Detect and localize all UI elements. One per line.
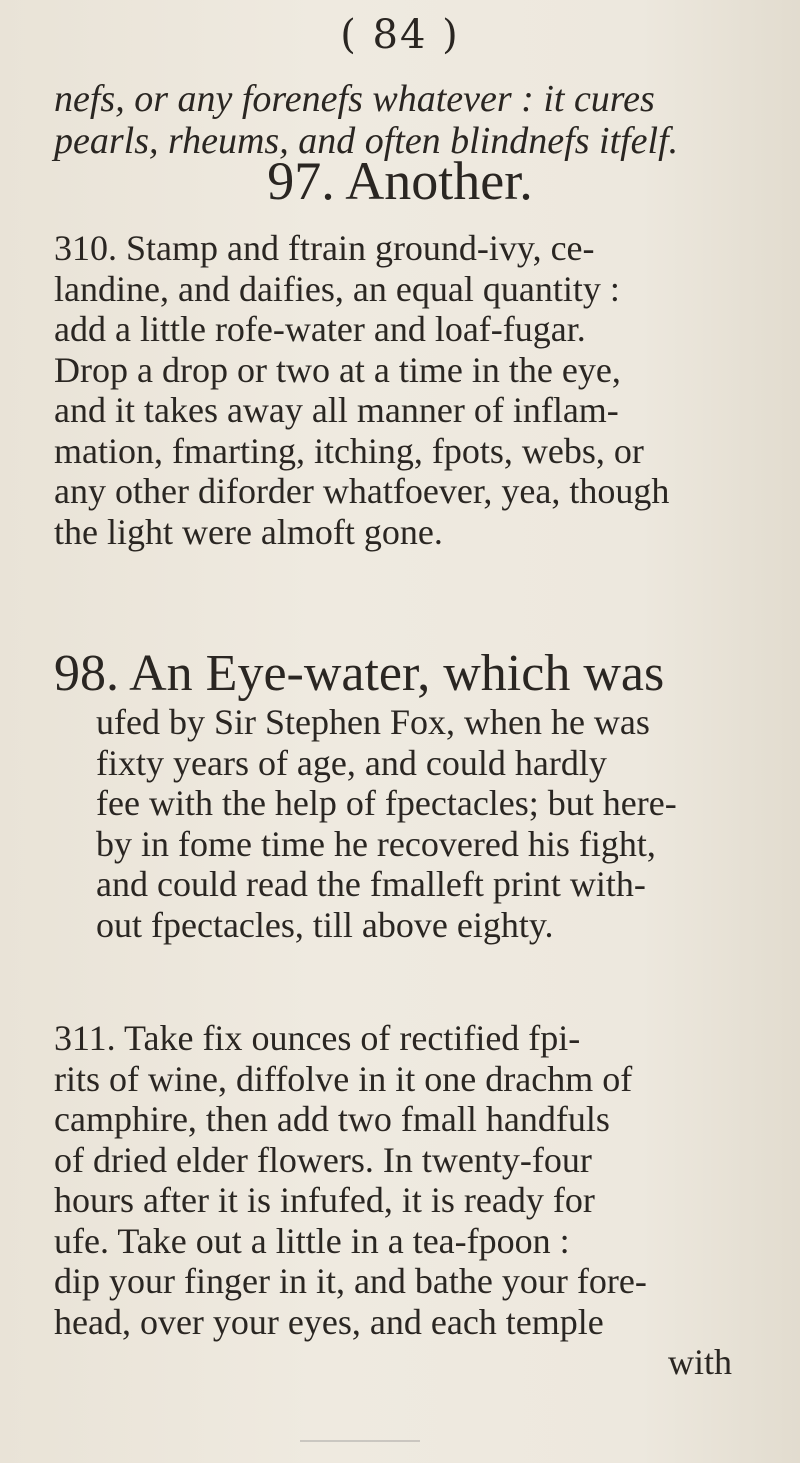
- text-line: nefs, or any forenefs whatever : it cures: [54, 78, 655, 120]
- text-line: landine, and daifies, an equal quantity :: [54, 268, 620, 309]
- section-heading-98-block: [54, 646, 772, 945]
- text-line: Drop a drop or two at a time in the eye,: [54, 349, 621, 390]
- text-line: 311. Take fix ounces of rectified fpi-: [54, 1018, 581, 1058]
- text-line: ufed by Sir Stephen Fox, when he was: [96, 702, 650, 742]
- recipe-311: [54, 1018, 772, 1383]
- catchword: with: [667, 1342, 732, 1382]
- text-line: pearls, rheums, and often blindnefs itfelf.: [54, 120, 679, 162]
- text-line: fixty years of age, and could hardly: [96, 742, 607, 783]
- text-line: hours after it is infufed, it is ready for: [54, 1180, 595, 1220]
- text-line: rits of wine, diffolve in it one drachm of: [54, 1058, 633, 1099]
- section-heading-98: 98. An Eye-water, which was: [54, 645, 665, 702]
- text-line: mation, fmarting, itching, fpots, webs, or: [54, 430, 644, 471]
- text-line: ufe. Take out a little in a tea-fpoon :: [54, 1220, 570, 1261]
- recipe-310: [54, 228, 772, 552]
- text-line: out fpectacles, till above eighty.: [96, 904, 554, 945]
- text-line: camphire, then add two fmall handfuls: [54, 1099, 610, 1139]
- text-line: and it takes away all manner of inflam-: [54, 390, 619, 430]
- text-line: any other diforder whatfoever, yea, though: [54, 471, 670, 511]
- page-number: ( 84 ): [340, 12, 460, 58]
- text-line: add a little rofe-water and loaf-fugar.: [54, 309, 586, 349]
- text-line: of dried elder flowers. In twenty-four: [54, 1139, 592, 1180]
- text-line: the light were almoft gone.: [54, 511, 443, 552]
- text-line: fee with the help of fpectacles; but here-: [96, 783, 677, 823]
- text-line: dip your finger in it, and bathe your fore-: [54, 1261, 647, 1301]
- text-line: by in fome time he recovered his fight,: [96, 823, 656, 864]
- page-edge-mark: [300, 1440, 420, 1442]
- section-heading-97: 97. Another.: [267, 151, 533, 211]
- text-line: and could read the fmalleft print with-: [96, 864, 646, 904]
- text-line: 310. Stamp and ftrain ground-ivy, ce-: [54, 228, 595, 268]
- text-line: head, over your eyes, and each temple: [54, 1301, 604, 1342]
